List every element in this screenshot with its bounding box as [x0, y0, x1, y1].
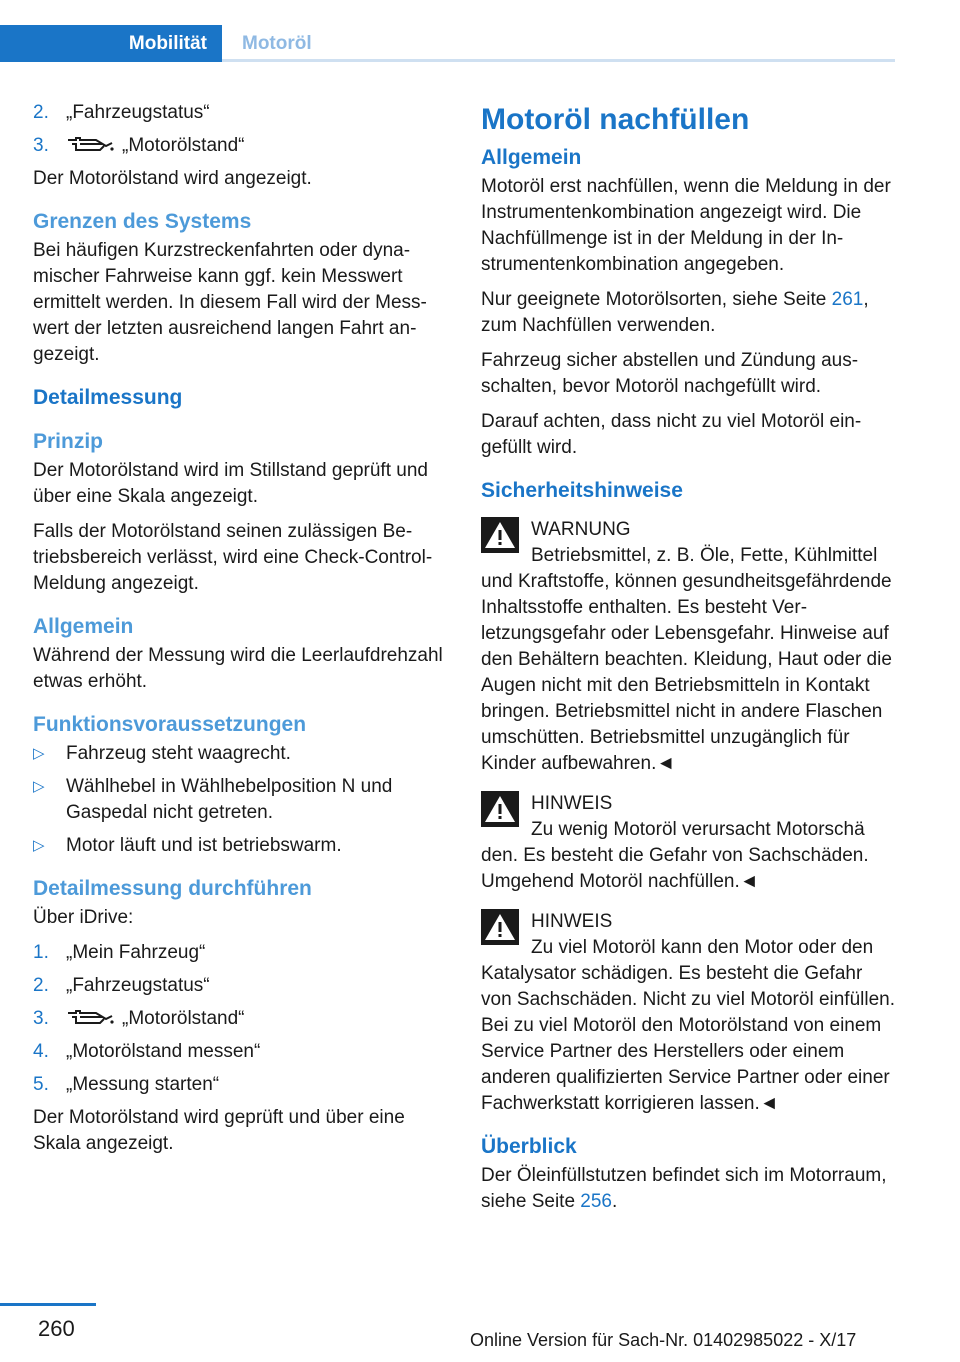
heading-limits: Grenzen des Systems: [33, 210, 252, 233]
header-tabs: [0, 25, 895, 62]
notice-text-first: Zu wenig Motoröl verursacht Motorschä: [531, 819, 865, 840]
heading-conditions: Funktionsvoraussetzungen: [33, 713, 307, 736]
paragraph: Motoröl erst nachfüllen, wenn die Meldung in der Instrumentenkombination angezeigt wird. Die Nachfüllmenge ist in der Meldung in der Instrumentenkombination angegeben.: [481, 176, 891, 275]
warning-triangle-icon: [481, 909, 519, 945]
step-number: 1.: [33, 942, 49, 963]
warning-text: und Kraftstoffe, können gesundheitsgefährdende Inhaltsstoffe enthalten. Es besteht Verletzungsgefahr oder Lebensgefahr. Hinweise auf den Behältern beachten. Kleidung, Haut oder die Augen nicht mit den Betriebsmitteln in Kontakt bringen. Betriebsmittel nicht in andere Flaschen umschütten. Betriebsmittel unzugänglich für Kinder aufbewahren.◄: [481, 571, 892, 774]
step-number: 5.: [33, 1074, 49, 1095]
notice-label: HINWEIS: [531, 911, 613, 932]
paragraph: Über iDrive:: [33, 907, 134, 928]
notice-label: HINWEIS: [531, 793, 613, 814]
heading-perform: Detailmessung durchführen: [33, 877, 312, 900]
heading-safety: Sicherheitshinweise: [481, 479, 683, 502]
footer-rule: [0, 1303, 96, 1306]
step-number: 3.: [33, 135, 49, 156]
heading-general: Allgemein: [481, 146, 582, 169]
heading-general: Allgemein: [33, 615, 134, 638]
list-item: 5. „Messung starten“: [33, 1072, 445, 1098]
heading-principle: Prinzip: [33, 430, 104, 453]
list-item: 2. „Fahrzeugstatus“: [33, 973, 445, 999]
online-version-note: Online Version für Sach-Nr. 01402985022 - X/17: [470, 1330, 857, 1350]
list-item: [33, 100, 445, 126]
paragraph: Der Öleinfüllstutzen befindet sich im Motorraum, siehe Seite 256.: [481, 1165, 887, 1212]
step-number: 3.: [33, 1008, 49, 1029]
page-number: 260: [38, 1316, 75, 1341]
step-text: „Fahrzeugstatus“: [66, 102, 210, 123]
paragraph: Fahrzeug sicher abstellen und Zündung ausschalten, bevor Motoröl nachgefüllt wird.: [481, 350, 859, 397]
notice-text: Katalysator schädigen. Es besteht die Gefahr von Sachschäden. Nicht zu viel Motoröl einfüllen. Bei zu viel Motoröl den Motorölstand von einem Service Partner des Herstellers oder einem anderen qualifizierten Service Partner oder einer Fachwerkstatt korrigieren lassen.◄: [481, 963, 896, 1114]
paragraph: Der Motorölstand wird geprüft und über eine Skala angezeigt.: [33, 1107, 405, 1154]
header-rule: [222, 59, 895, 62]
notice-box: [481, 791, 895, 895]
left-column: [33, 100, 445, 1166]
page-link[interactable]: 256: [580, 1191, 612, 1212]
list-item: 4. „Motorölstand messen“: [33, 1039, 445, 1065]
paragraph: Der Motorölstand wird angezeigt.: [33, 168, 312, 189]
triangle-bullet-icon: ▷: [33, 778, 45, 795]
steps-top-list: [33, 100, 445, 159]
list-item: ▷ Wählhebel in Wählhebelposition N und Gaspedal nicht getreten.: [33, 776, 393, 823]
paragraph: Bei häufigen Kurzstreckenfahrten oder dynamischer Fahrweise kann ggf. kein Messwert ermittelt werden. In diesem Fall wird der Messwert der letzten ausreichend langen Fahrt angezeigt.: [33, 240, 427, 365]
warning-triangle-icon: [481, 517, 519, 553]
list-item: ▷ Fahrzeug steht waagrecht.: [33, 741, 445, 767]
warning-triangle-icon: [481, 791, 519, 827]
notice-text: den. Es besteht die Gefahr von Sachschäden. Umgehend Motoröl nachfüllen.◄: [481, 845, 869, 892]
list-item: ▷ Motor läuft und ist betriebswarm.: [33, 833, 445, 859]
paragraph: Darauf achten, dass nicht zu viel Motoröl eingefüllt wird.: [481, 411, 862, 458]
warning-text-first: Betriebsmittel, z. B. Öle, Fette, Kühlmittel: [531, 545, 878, 566]
list-item: 1. „Mein Fahrzeug“: [33, 940, 445, 966]
steps-list: [33, 940, 445, 1098]
step-text: „Motorölstand“: [122, 135, 245, 156]
step-number: 2.: [33, 102, 49, 123]
section-title: Motoröl nachfüllen: [481, 103, 750, 136]
triangle-bullet-icon: ▷: [33, 745, 45, 762]
notice-text-first: Zu viel Motoröl kann den Motor oder den: [531, 937, 874, 958]
paragraph: Nur geeignete Motorölsorten, siehe Seite 261, zum Nachfüllen verwenden.: [481, 289, 869, 336]
tab-motoroel: Motoröl: [242, 32, 312, 54]
paragraph: Der Motorölstand wird im Stillstand geprüft und über eine Skala angezeigt.: [33, 460, 428, 507]
warning-label: WARNUNG: [531, 519, 631, 540]
list-item: [33, 133, 445, 159]
tab-mobilitaet: Mobilität: [0, 25, 222, 62]
heading-overview: Überblick: [481, 1135, 577, 1158]
conditions-list: [33, 741, 445, 859]
triangle-bullet-icon: ▷: [33, 837, 45, 854]
paragraph: Falls der Motorölstand seinen zulässigen Betriebsbereich verlässt, wird eine Check-Control-Meldung angezeigt.: [33, 521, 433, 594]
page-link[interactable]: 261: [831, 289, 864, 310]
list-item: 3. „Motorölstand“: [33, 1006, 445, 1032]
oil-can-icon: [66, 1007, 114, 1027]
heading-detail: Detailmessung: [33, 386, 183, 409]
step-number: 2.: [33, 975, 49, 996]
notice-box: [481, 909, 895, 1117]
warning-box: [481, 517, 895, 777]
oil-can-icon: [66, 134, 114, 154]
step-number: 4.: [33, 1041, 49, 1062]
paragraph: Während der Messung wird die Leerlaufdrehzahl etwas erhöht.: [33, 645, 443, 692]
right-column: [481, 100, 895, 1224]
